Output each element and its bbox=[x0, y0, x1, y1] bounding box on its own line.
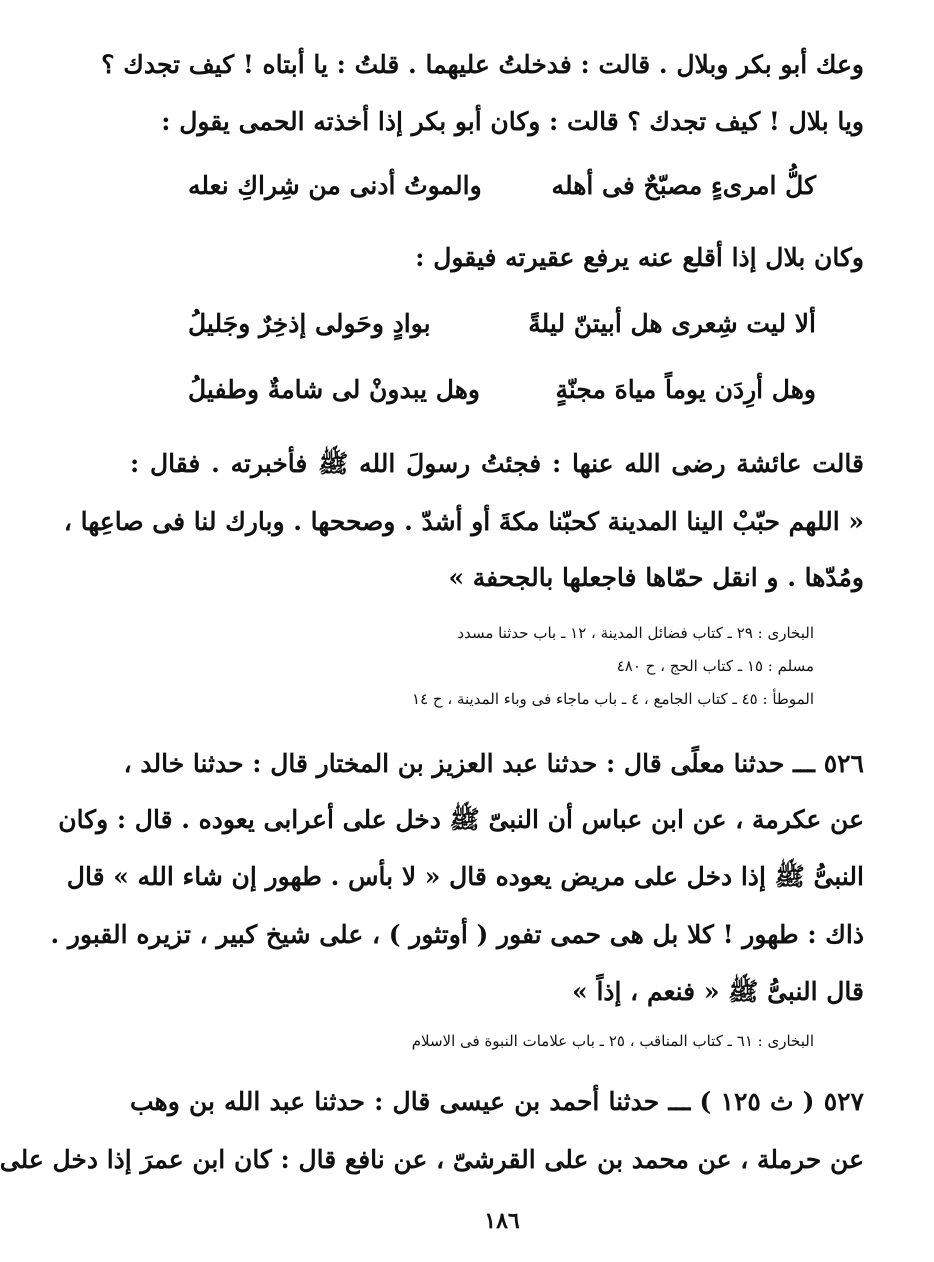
text-line: وعك أبو بكر وبلال . قالت : فدخلتُ عليهما . قلتُ : يا أبتاه ! كيف تجدك ؟ bbox=[101, 50, 864, 79]
hadith-header-527: ٥٢٧ ( ث ١٢٥ ) ـــ حدثنا أحمد بن عيسى قال : حدثنا عبد الله بن وهب bbox=[130, 1087, 864, 1116]
text-line: قالت عائشة رضى الله عنها : فجئتُ رسولَ الله ﷺ فأخبرته . فقال : bbox=[130, 449, 864, 478]
poem-verse bbox=[188, 302, 816, 346]
reference-line: البخارى : ٢٩ ـ كتاب فضائل المدينة ، ١٢ ـ باب حدثنا مسدد bbox=[457, 624, 814, 642]
verse-second-hemistich: بوادٍ وحَولى إذخِرٌ وجَليلُ bbox=[188, 309, 431, 338]
verse-first-hemistich: وهل أرِدَن يوماً مياهَ مجنّةٍ bbox=[555, 375, 816, 404]
text-line: قال النبىُّ ﷺ « فنعم ، إذاً » bbox=[572, 977, 864, 1006]
reference-line: البخارى : ٦١ ـ كتاب المناقب ، ٢٥ ـ باب علامات النبوة فى الاسلام bbox=[411, 1032, 814, 1050]
verse-first-hemistich: كلُّ امرىءٍ مصبّحٌ فى أهله bbox=[551, 171, 816, 200]
page-number: ١٨٦ bbox=[484, 1208, 520, 1234]
text-line: النبىُّ ﷺ إذا دخل على مريض يعوده قال « لا بأس . طهور إن شاء الله » قال bbox=[66, 862, 864, 891]
verse-second-hemistich: والموتُ أدنى من شِراكِ نعله bbox=[188, 171, 482, 200]
text-line: ومُدّها . و انقل حمّاها فاجعلها بالجحفة » bbox=[448, 563, 864, 592]
text-line: ذاك : طهور ! كلا بل هى حمى تفور ( أوتثور ) ، على شيخ كبير ، تزيره القبور . bbox=[50, 920, 864, 949]
poem-verse bbox=[188, 368, 816, 412]
reference-line: مسلم : ١٥ ـ كتاب الحج ، ح ٤٨٠ bbox=[616, 657, 814, 675]
reference-line: الموطأ : ٤٥ ـ كتاب الجامع ، ٤ ـ باب ماجاء فى وباء المدينة ، ح ١٤ bbox=[412, 690, 814, 708]
verse-second-hemistich: وهل يبدونْ لى شامةٌ وطفيلُ bbox=[188, 375, 480, 404]
hadith-header-526: ٥٢٦ ـــ حدثنا معلًى قال : حدثنا عبد العزيز بن المختار قال : حدثنا خالد ، bbox=[123, 749, 864, 778]
text-line: ويا بلال ! كيف تجدك ؟ قالت : وكان أبو بكر إذا أخذته الحمى يقول : bbox=[161, 107, 864, 136]
text-line: « اللهم حبّبْ الينا المدينة كحبّنا مكةَ أو أشدّ . وصححها . وبارك لنا فى صاعِها ، bbox=[63, 507, 864, 536]
text-line: وكان بلال إذا أقلع عنه يرفع عقيرته فيقول : bbox=[415, 243, 864, 272]
verse-first-hemistich: ألا ليت شِعرى هل أبيتنّ ليلةً bbox=[528, 309, 816, 338]
poem-verse bbox=[188, 164, 816, 208]
text-line: عن حرملة ، عن محمد بن على القرشىّ ، عن نافع قال : كان ابن عمرَ إذا دخل على bbox=[0, 1145, 864, 1174]
text-line: عن عكرمة ، عن ابن عباس أن النبىّ ﷺ دخل على أعرابى يعوده . قال : وكان bbox=[58, 805, 864, 834]
